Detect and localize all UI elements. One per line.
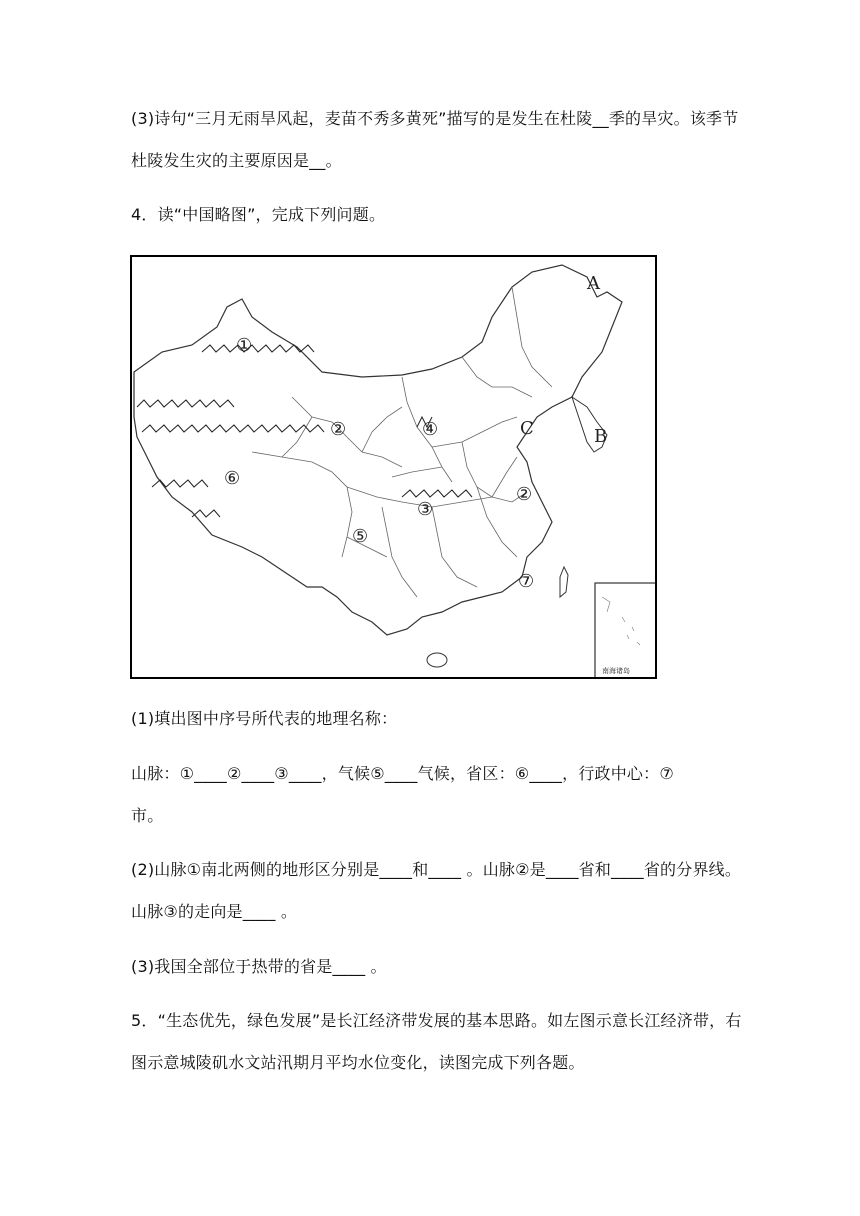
label-6: ⑥ [224,468,241,489]
china-outline [134,265,622,635]
q3-part3-line2: 杜陵发生灾的主要原因是__。 [131,151,342,170]
label-7: ⑦ [518,571,535,592]
q3-part3-line1: (3)诗句“三月无雨旱风起，麦苗不秀多黄死”描写的是发生在杜陵__季的旱灾。该季节 [131,109,739,128]
south-china-sea-inset [595,583,655,677]
q4-part3: (3)我国全部位于热带的省是____ 。 [131,957,387,976]
china-map-svg [132,257,655,677]
q4-heading: 4．读“中国略图”，完成下列问题。 [131,205,386,224]
q4-part2-line1: (2)山脉①南北两侧的地形区分别是____和____ 。山脉②是____省和____省的分界线。 [131,860,742,879]
q4-part2-line2: 山脉③的走向是____ 。 [131,902,298,921]
q4-part1-line1: 山脉：①____②____③____，气候⑤____气候，省区：⑥____，行政中心：⑦ [131,764,674,783]
label-B: B [594,426,608,447]
china-map [130,255,657,679]
taiwan-island [560,567,568,597]
label-A: A [587,273,600,294]
q5-line2: 图示意城陵矶水文站汛期月平均水位变化，读图完成下列各题。 [131,1053,585,1072]
hainan-island [427,653,447,667]
label-4: ④ [422,419,439,440]
q4-part1-line2: 市。 [131,806,164,825]
label-2a: ② [330,419,347,440]
label-3: ③ [417,499,434,520]
label-C: C [520,418,534,439]
province-borders [252,287,552,597]
q5-line1: 5．“生态优先，绿色发展”是长江经济带发展的基本思路。如左图示意长江经济带，右 [131,1011,742,1030]
label-5: ⑤ [352,526,369,547]
inset-label: 南海诸岛 [602,667,630,675]
label-2b: ② [516,484,533,505]
q4-part1-title: (1)填出图中序号所代表的地理名称： [131,709,398,728]
label-1: ① [236,335,253,356]
